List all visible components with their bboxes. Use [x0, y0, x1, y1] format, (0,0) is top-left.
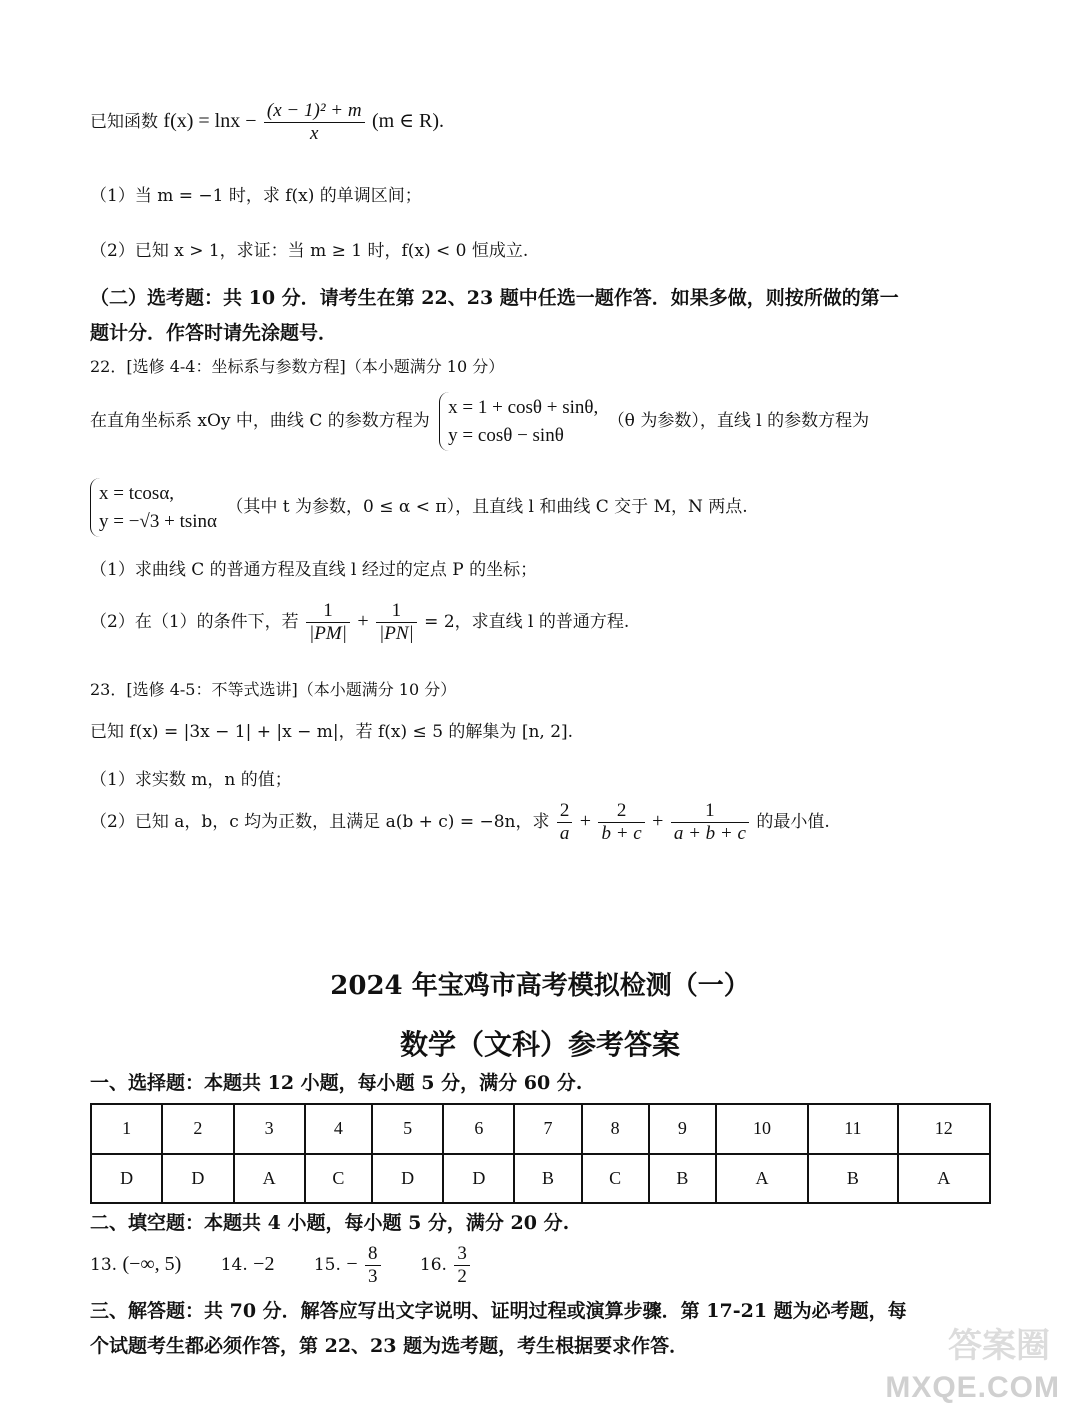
q23-frac2-num: 2: [598, 800, 644, 823]
mc-answer-cell: D: [91, 1154, 162, 1204]
q22-frac1-num: 1: [306, 600, 350, 623]
q22-frac2-den: |PN|: [379, 622, 414, 644]
q23-plus2: +: [652, 809, 664, 832]
q22-part1: （1）求曲线 C 的普通方程及直线 l 经过的定点 P 的坐标；: [90, 560, 538, 580]
fill-16-num: 3: [454, 1243, 470, 1266]
q22-line-system: [90, 478, 217, 537]
fill-16-fraction: [454, 1243, 470, 1288]
q23-frac2-den: b + c: [601, 822, 642, 844]
mc-number-cell: 3: [234, 1104, 305, 1154]
fill-16-label: 16.: [419, 1254, 447, 1275]
mc-answer-cell: C: [305, 1154, 372, 1204]
mc-number-cell: 6: [443, 1104, 514, 1154]
fill-16-den: 2: [457, 1265, 467, 1287]
mc-number-cell: 1: [91, 1104, 162, 1154]
q21-frac-num: (x − 1)² + m: [264, 100, 365, 123]
q22-part2-prefix: （2）在（1）的条件下，若: [90, 611, 299, 632]
q22-frac2: [376, 600, 417, 645]
q21-stem-suffix: (m ∈ R).: [371, 109, 445, 132]
q22-plus: +: [357, 609, 369, 632]
fill-14-answer: −2: [253, 1252, 275, 1275]
q23-frac1: [557, 800, 573, 845]
q23-frac1-num: 2: [557, 800, 573, 823]
mc-number-cell: 10: [716, 1104, 808, 1154]
q22-part2-suffix: = 2，求直线 l 的普通方程.: [424, 611, 630, 632]
q22-intro: [90, 392, 869, 451]
mc-answer-cell: C: [582, 1154, 649, 1204]
q23-part2: [90, 800, 830, 845]
mc-number-cell: 5: [372, 1104, 443, 1154]
mc-answer-cell: A: [716, 1154, 808, 1204]
mc-answer-cell: D: [443, 1154, 514, 1204]
mc-number-cell: 7: [514, 1104, 581, 1154]
mc-number-cell: 9: [649, 1104, 716, 1154]
q22-frac1-den: |PM|: [309, 622, 347, 644]
q22-line-eq1: x = tcosα,: [99, 483, 175, 504]
fill-15-den: 3: [368, 1265, 378, 1287]
fill-13-answer: (−∞, 5): [122, 1252, 182, 1275]
part2-title: 二、填空题：本题共 4 小题，每小题 5 分，满分 20 分.: [90, 1212, 570, 1234]
q22-intro-tail: （θ 为参数），直线 l 的参数方程为: [607, 411, 870, 432]
section2-line2: 题计分．作答时请先涂题号．: [90, 322, 338, 344]
q23-header: 23．[选修 4-5：不等式选讲]（本小题满分 10 分）: [90, 680, 457, 699]
q22-intro-text: 在直角坐标系 xOy 中，曲线 C 的参数方程为: [90, 411, 430, 432]
fill-13-label: 13.: [90, 1254, 118, 1275]
q23-frac2: [598, 800, 644, 845]
q23-frac3-den: a + b + c: [673, 822, 746, 844]
q23-stem: 已知 f(x) = |3x − 1| + |x − m|，若 f(x) ≤ 5 的解集为 [n, 2].: [90, 722, 574, 742]
part3-line1: 三、解答题：共 70 分．解答应写出文字说明、证明过程或演算步骤．第 17-21 题为必考题，每: [90, 1300, 907, 1322]
fill-15-fraction: [365, 1243, 381, 1288]
mc-answer-cell: B: [808, 1154, 897, 1204]
q21-part2: （2）已知 x > 1，求证：当 m ≥ 1 时，f(x) < 0 恒成立.: [90, 241, 529, 261]
mc-number-cell: 2: [162, 1104, 233, 1154]
q22-line-param: [90, 478, 748, 537]
mc-answer-cell: A: [234, 1154, 305, 1204]
mc-answer-cell: A: [898, 1154, 990, 1204]
mc-number-cell: 12: [898, 1104, 990, 1154]
q21-stem-func: f(x) = lnx −: [163, 109, 257, 132]
q23-frac1-den: a: [559, 822, 570, 844]
watermark-logo: 答案圈: [948, 1327, 1050, 1365]
fill-answers: [90, 1243, 472, 1288]
section2-line1: （二）选考题：共 10 分．请考生在第 22、23 题中任选一题作答．如果多做，则按所做的第一: [90, 287, 899, 309]
mc-answer-cell: B: [514, 1154, 581, 1204]
mc-number-cell: 8: [582, 1104, 649, 1154]
q22-curve-eq1: x = 1 + cosθ + sinθ,: [448, 397, 599, 418]
answer-title: 2024 年宝鸡市高考模拟检测（一）: [330, 971, 750, 1001]
fill-14-label: 14.: [220, 1254, 248, 1275]
mc-number-row: [91, 1104, 990, 1154]
part1-title: 一、选择题：本题共 12 小题，每小题 5 分，满分 60 分.: [90, 1072, 583, 1094]
mc-answer-cell: B: [649, 1154, 716, 1204]
q22-header: 22．[选修 4-4：坐标系与参数方程]（本小题满分 10 分）: [90, 357, 505, 376]
q21-frac-den: x: [310, 122, 319, 144]
q22-line-eq2: y = −√3 + tsinα: [99, 510, 217, 532]
q22-curve-system: [439, 392, 598, 451]
q22-part2: [90, 600, 629, 645]
mc-answer-cell: D: [162, 1154, 233, 1204]
q23-part1: （1）求实数 m，n 的值；: [90, 770, 292, 790]
mc-number-cell: 11: [808, 1104, 897, 1154]
mc-answer-cell: D: [372, 1154, 443, 1204]
q21-stem: [90, 100, 444, 145]
q23-frac3-num: 1: [671, 800, 749, 823]
mc-number-cell: 4: [305, 1104, 372, 1154]
q23-frac3: [671, 800, 749, 845]
q21-stem-prefix: 已知函数: [90, 111, 158, 132]
q22-frac1: [306, 600, 350, 645]
q21-part1: （1）当 m = −1 时，求 f(x) 的单调区间；: [90, 186, 422, 206]
q23-plus1: +: [579, 809, 592, 832]
q23-part2-prefix: （2）已知 a，b，c 均为正数，且满足 a(b + c) = −8n，求: [90, 811, 550, 832]
fill-15-label: 15.: [313, 1254, 341, 1275]
fill-15-sign: −: [346, 1252, 358, 1275]
q23-part2-suffix: 的最小值.: [756, 811, 830, 832]
watermark: MXQE.COM: [885, 1371, 1060, 1404]
mc-answer-table: [90, 1103, 991, 1204]
q22-curve-eq2: y = cosθ − sinθ: [448, 424, 564, 446]
answer-subtitle: 数学（文科）参考答案: [399, 1028, 680, 1061]
q21-fraction: [264, 100, 365, 145]
q22-frac2-num: 1: [376, 600, 417, 623]
q22-line-tail: （其中 t 为参数，0 ≤ α < π），且直线 l 和曲线 C 交于 M，N 两点.: [226, 497, 748, 518]
mc-answer-row: [91, 1154, 990, 1204]
fill-15-num: 8: [365, 1243, 381, 1266]
part3-line2: 个试题考生都必须作答，第 22、23 题为选考题，考生根据要求作答．: [90, 1335, 689, 1357]
